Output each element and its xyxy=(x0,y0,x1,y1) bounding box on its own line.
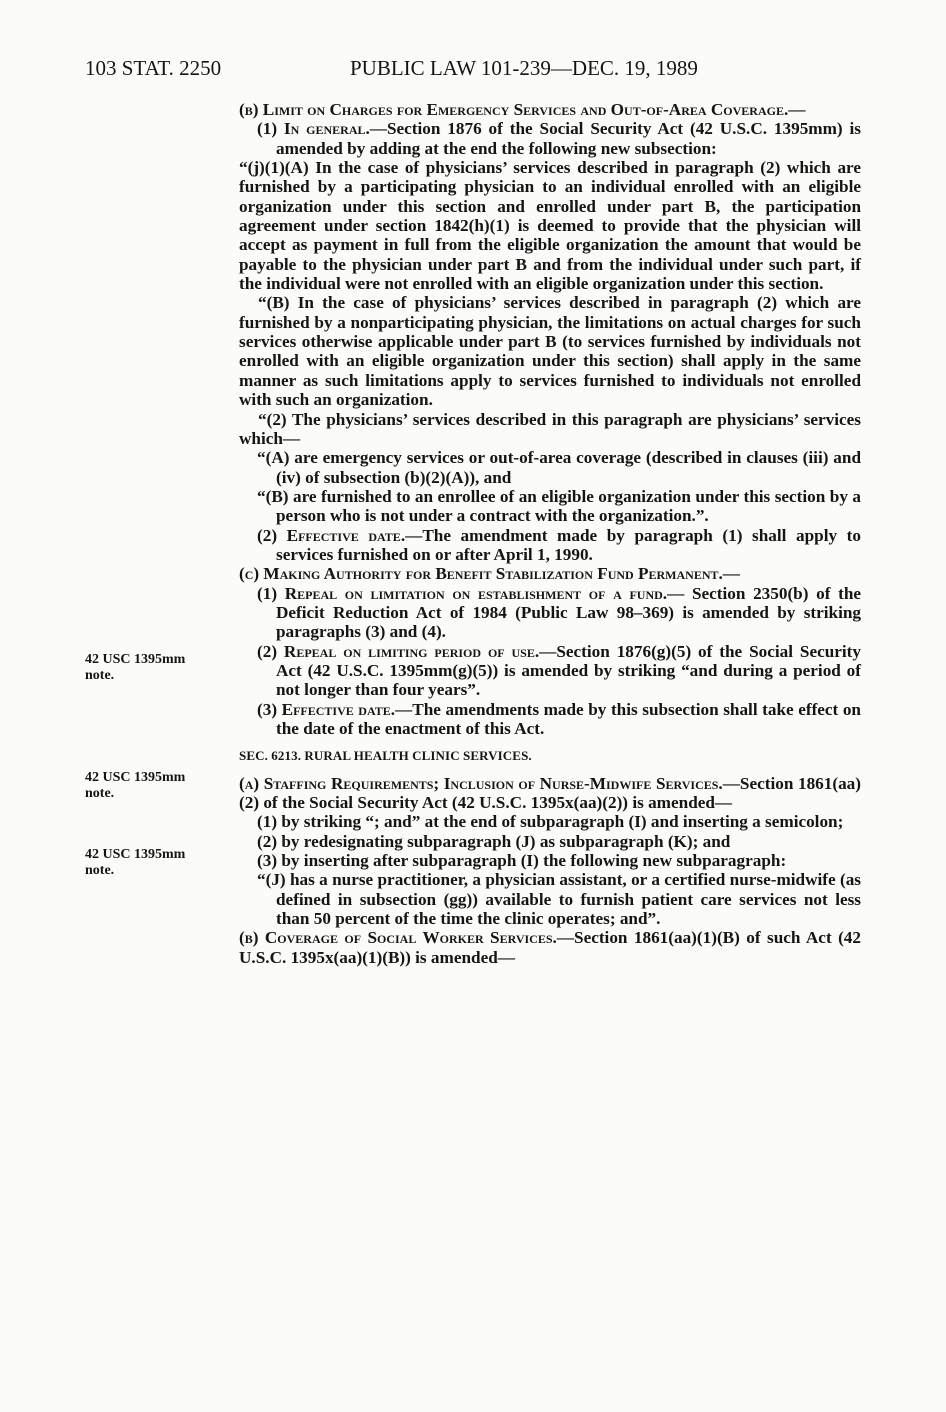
paragraph-lead: (1) In general. xyxy=(257,119,370,139)
paragraph-c1 xyxy=(258,584,861,642)
subsection-j2: “(2) The physicians’ services described in this paragraph are physicians’ services which— xyxy=(239,409,861,448)
paragraph-b1 xyxy=(258,119,861,158)
subsection-jB: “(B) In the case of physicians’ services described in paragraph (2) which are furnished by a nonparticipating physician, the limitations on actual charges for such services otherwise applicable under part B (to services furnished by individuals not enrolled with an eligible organization under this section) shall apply in the same manner as such limitations apply to services furnished to individuals not enrolled with such an organization. xyxy=(239,293,861,410)
paragraph-text: —Section 1861(aa)(2) of the Social Security Act (42 U.S.C. 1395x(aa)(2)) is amended— xyxy=(239,773,861,813)
clause-j2B: “(B) are furnished to an enrollee of an eligible organization under this section by a person who is not under a contract with the organization.”. xyxy=(257,486,861,526)
paragraph-c2 xyxy=(258,642,861,700)
paragraph-b2 xyxy=(258,526,861,565)
paragraph-lead: (1) Repeal on limitation on establishment of a fund. xyxy=(257,583,668,603)
paragraph-a2: (2) by redesignating subparagraph (J) as subparagraph (K); and xyxy=(257,831,731,851)
running-head: PUBLIC LAW 101-239—DEC. 19, 1989 xyxy=(350,56,698,80)
paragraph-text: —The amendments made by this subsection shall take effect on the date of the enactment of this Act. xyxy=(276,699,861,738)
subsection-j1A: “(j)(1)(A) In the case of physicians’ services described in paragraph (2) which are furnished by a participating physician to an individual enrolled with an eligible organization under this section and enrolled under part B, the participation agreement under section 1842(h)(1) is deemed to provide that the physician will accept as payment in full from the eligible organization the amount that would be payable to the physician under part B and from the individual under such part, if the individual were not enrolled with an eligible organization under this section. xyxy=(239,158,861,294)
margin-note: 42 USC 1395mm note. xyxy=(85,652,186,683)
section-heading: SEC. 6213. RURAL HEALTH CLINIC SERVICES. xyxy=(239,748,532,764)
paragraph-lead: (a) Staffing Requirements; Inclusion of Nurse-Midwife Services. xyxy=(239,773,723,793)
subsection-a xyxy=(239,774,861,813)
margin-note: 42 USC 1395mm note. xyxy=(85,847,186,878)
clause-j2A: “(A) are emergency services or out-of-area coverage (described in clauses (iii) and (iv) of subsection (b)(2)(A)), and xyxy=(257,448,861,487)
paragraph-text: —The amendment made by paragraph (1) shall apply to services furnished on or after April 1, 1990. xyxy=(276,525,861,564)
paragraph-lead: (3) Effective date. xyxy=(257,699,396,719)
statute-body xyxy=(239,100,861,967)
paragraph-text: —Section 1876 of the Social Security Act (42 U.S.C. 1395mm) is amended by adding at the end the following new subsection: xyxy=(276,119,861,158)
subparagraph-J: “(J) has a nurse practitioner, a physician assistant, or a certified nurse-midwife (as defined in subsection (gg)) available to furnish patient care services not less than 50 percent of the time the clinic operates; and”. xyxy=(257,870,861,929)
paragraph-a3: (3) by inserting after subparagraph (I) the following new subparagraph: xyxy=(257,851,787,871)
page-reference: 103 STAT. 2250 xyxy=(85,56,222,80)
paragraph-lead: (2) Repeal on limiting period of use. xyxy=(257,641,540,661)
paragraph-text: —Section 1861(aa)(1)(B) of such Act (42 U.S.C. 1395x(aa)(1)(B)) is amended— xyxy=(239,928,861,967)
paragraph-text: — Section 2350(b) of the Deficit Reduction Act of 1984 (Public Law 98–369) is amended by striking paragraphs (3) and (4). xyxy=(276,583,862,642)
paragraph-a1: (1) by striking “; and” at the end of subparagraph (I) and inserting a semicolon; xyxy=(257,812,844,832)
subsection-b6 xyxy=(239,928,861,967)
subsection-b-heading: (b) Limit on Charges for Emergency Services and Out-of-Area Coverage.— xyxy=(239,100,806,119)
paragraph-text: —Section 1876(g)(5) of the Social Security Act (42 U.S.C. 1395mm(g)(5)) is amended by striking “and during a period of not longer than four years”. xyxy=(276,641,861,700)
paragraph-lead: (b) Coverage of Social Worker Services. xyxy=(239,928,557,948)
subsection-c-heading: (c) Making Authority for Benefit Stabilization Fund Permanent.— xyxy=(239,564,740,584)
paragraph-lead: (2) Effective date. xyxy=(257,525,406,545)
margin-note: 42 USC 1395mm note. xyxy=(85,770,186,801)
paragraph-c3 xyxy=(258,700,861,739)
